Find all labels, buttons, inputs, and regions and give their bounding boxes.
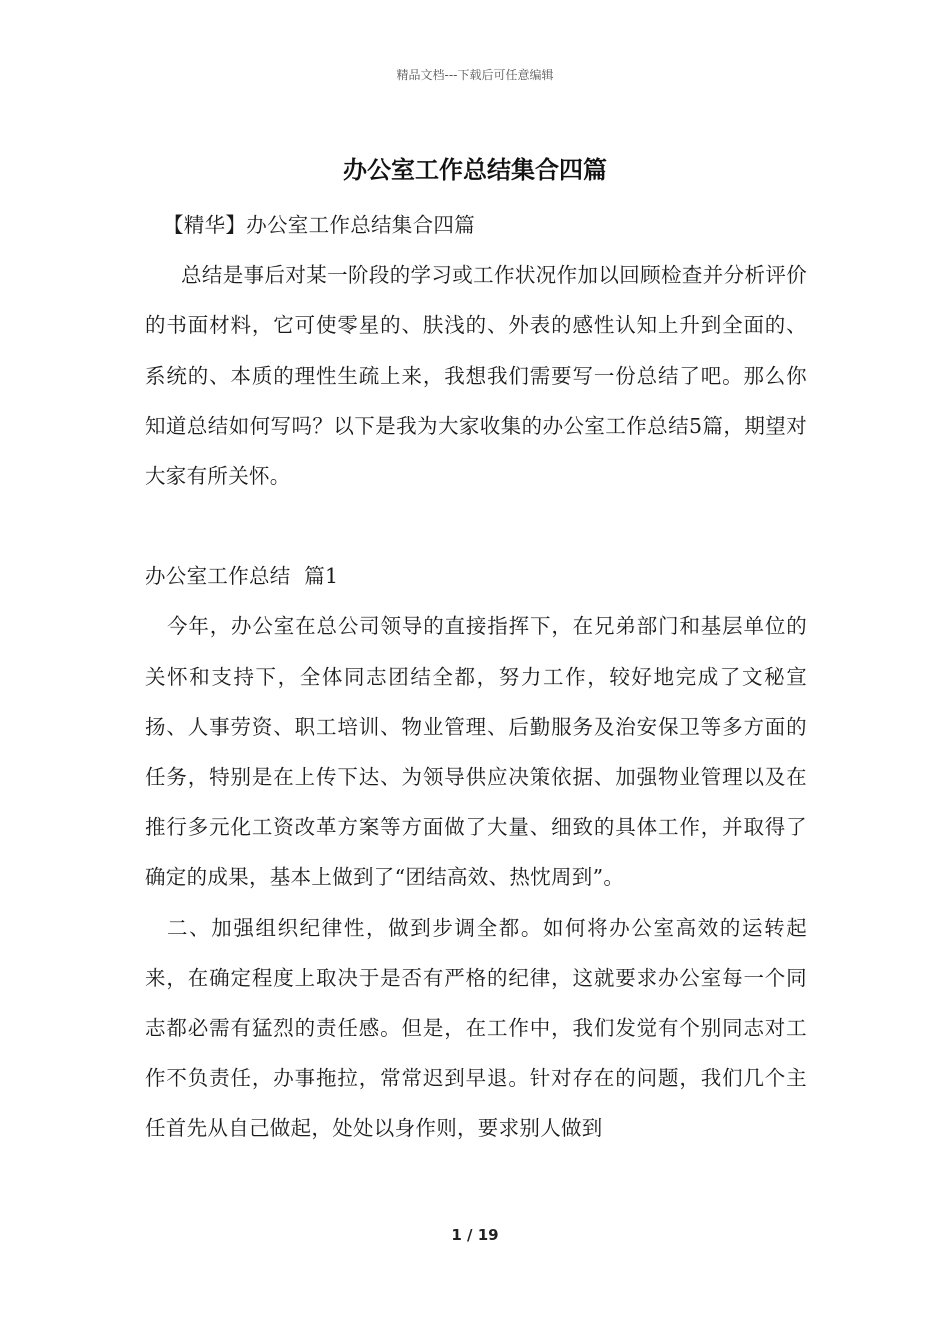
body-paragraph-2: 二、加强组织纪律性，做到步调全都。如何将办公室高效的运转起来，在确定程度上取决于是否有严格的纪律，这就要求办公室每一个同志都必需有猛烈的责任感。但是，在工作中，我们发觉有个别同志对工作不负责任，办事拖拉，常常迟到早退。针对存在的问题，我们几个主任首先从自己做起，处处以身作则，要求别人做到 <box>145 915 807 1141</box>
page-header: 精品文档---下载后可任意编辑 <box>396 68 554 82</box>
document-title: 办公室工作总结集合四篇 <box>343 155 607 184</box>
page-number: 1 / 19 <box>451 1226 499 1244</box>
intro-paragraph: 总结是事后对某一阶段的学习或工作状况作加以回顾检查并分析评价的书面材料，它可使零星的、肤浅的、外表的感性认知上升到全面的、系统的、本质的理性生疏上来，我想我们需要写一份总结了吧。那么你知道总结如何写吗？以下是我为大家收集的办公室工作总结5篇，期望对大家有所关怀。 <box>145 263 807 489</box>
document-body <box>145 200 807 1154</box>
document-subtitle: 【精华】办公室工作总结集合四篇 <box>163 213 475 237</box>
section-heading: 办公室工作总结 篇1 <box>145 564 339 589</box>
body-paragraph-1: 今年，办公室在总公司领导的直接指挥下，在兄弟部门和基层单位的关怀和支持下，全体同志团结全都，努力工作，较好地完成了文秘宣扬、人事劳资、职工培训、物业管理、后勤服务及治安保卫等多方面的任务，特别是在上传下达、为领导供应决策依据、加强物业管理以及在推行多元化工资改革方案等方面做了大量、细致的具体工作，并取得了确定的成果，基本上做到了“团结高效、热忱周到”。 <box>145 614 807 890</box>
